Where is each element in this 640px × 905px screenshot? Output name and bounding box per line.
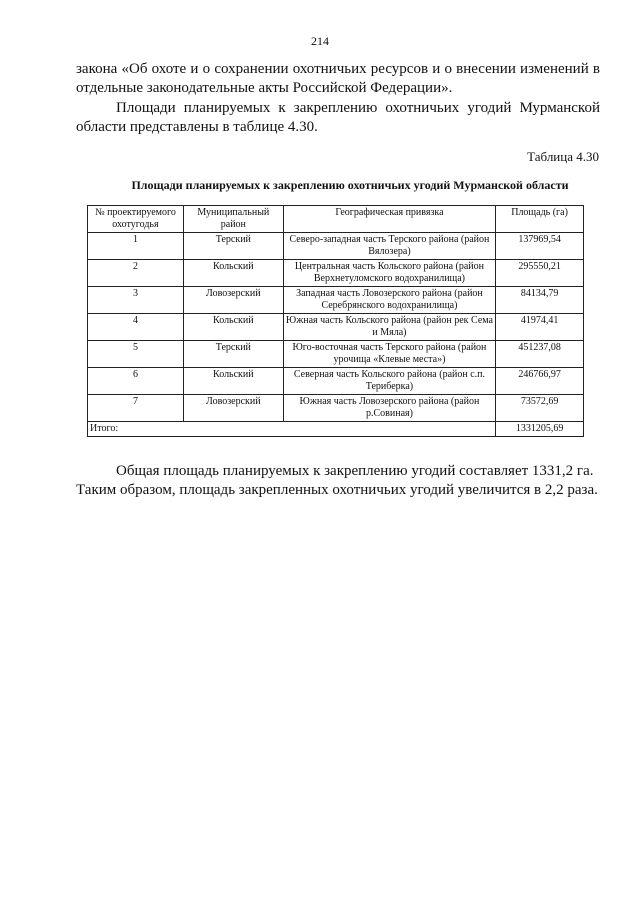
- cell-location: Северная часть Кольского района (район с.п. Териберка): [283, 368, 495, 395]
- intro-paragraph-1: [76, 60, 600, 98]
- page-number: 214: [311, 34, 329, 48]
- intro-paragraph-1-text: закона «Об охоте и о сохранении охотничьих ресурсов и о внесении изменений в отдельные законодательные акты Российской Федерации».: [76, 61, 600, 96]
- cell-district: Кольский: [183, 260, 283, 287]
- hunting-grounds-table: [87, 205, 584, 437]
- table-row: [88, 395, 584, 422]
- table-row: [88, 260, 584, 287]
- table-header-row: [88, 206, 584, 233]
- cell-number: 6: [88, 368, 184, 395]
- cell-number: 4: [88, 314, 184, 341]
- table-number-label: Таблица 4.30: [527, 149, 599, 164]
- table-title: Площади планируемых к закреплению охотничьих угодий Мурманской области: [131, 178, 569, 192]
- header-location: Географическая привязка: [283, 206, 495, 233]
- cell-area: 451237,08: [496, 341, 584, 368]
- table-row: [88, 287, 584, 314]
- cell-number: 3: [88, 287, 184, 314]
- table-total-row: [88, 422, 584, 437]
- header-area: Площадь (га): [496, 206, 584, 233]
- cell-number: 7: [88, 395, 184, 422]
- cell-location: Северо-западная часть Терского района (район Вялозера): [283, 233, 495, 260]
- cell-number: 5: [88, 341, 184, 368]
- table-row: [88, 368, 584, 395]
- cell-area: 137969,54: [496, 233, 584, 260]
- intro-paragraph-2-text: Площади планируемых к закреплению охотничьих угодий Мурманской области представлены в таблице 4.30.: [76, 100, 600, 135]
- cell-area: 84134,79: [496, 287, 584, 314]
- header-number: № проектируемого охотугодья: [88, 206, 184, 233]
- cell-district: Кольский: [183, 314, 283, 341]
- table-row: [88, 314, 584, 341]
- cell-location: Западная часть Ловозерского района (район Серебрянского водохранилища): [283, 287, 495, 314]
- cell-area: 73572,69: [496, 395, 584, 422]
- table-row: [88, 341, 584, 368]
- intro-paragraph-2: [76, 99, 600, 137]
- cell-district: Ловозерский: [183, 287, 283, 314]
- cell-district: Терский: [183, 233, 283, 260]
- cell-area: 41974,41: [496, 314, 584, 341]
- total-label: Итого:: [88, 422, 496, 437]
- cell-number: 2: [88, 260, 184, 287]
- total-value: 1331205,69: [496, 422, 584, 437]
- cell-area: 295550,21: [496, 260, 584, 287]
- cell-district: Кольский: [183, 368, 283, 395]
- cell-location: Юго-восточная часть Терского района (район урочища «Клевые места»): [283, 341, 495, 368]
- cell-number: 1: [88, 233, 184, 260]
- cell-location: Южная часть Кольского района (район рек Сема и Мяла): [283, 314, 495, 341]
- closing-line-2: Таким образом, площадь закрепленных охотничьих угодий увеличится в 2,2 раза.: [76, 482, 598, 498]
- closing-paragraph: [76, 462, 600, 500]
- cell-district: Ловозерский: [183, 395, 283, 422]
- cell-location: Центральная часть Кольского района (район Верхнетуломского водохранилища): [283, 260, 495, 287]
- closing-line-1: Общая площадь планируемых к закреплению угодий составляет 1331,2 га.: [116, 463, 594, 479]
- cell-area: 246766,97: [496, 368, 584, 395]
- cell-location: Южная часть Ловозерского района (район р.Совиная): [283, 395, 495, 422]
- cell-district: Терский: [183, 341, 283, 368]
- table-row: [88, 233, 584, 260]
- header-district: Муниципальный район: [183, 206, 283, 233]
